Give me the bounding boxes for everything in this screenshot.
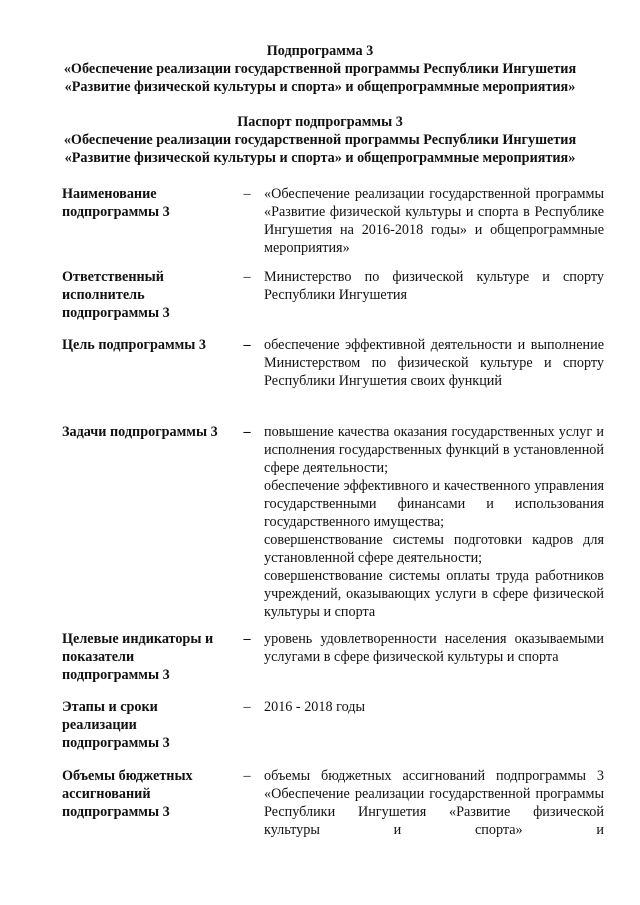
row-value (264, 336, 604, 390)
row-value (264, 185, 604, 257)
passport-heading (20, 113, 620, 167)
row-label: Целевые индикаторы и показатели подпрограммы 3 (62, 631, 214, 683)
row-dash: – (243, 631, 251, 647)
passport-title-line-3: «Развитие физической культуры и спорта» и общепрограммные мероприятия» (64, 150, 576, 166)
task-item: повышение качества оказания государственных услуг и исполнения государственных функций в установленной сфере деятельности; (264, 424, 604, 476)
subprogram-heading (20, 42, 620, 96)
row-value (264, 767, 604, 839)
row-label: Цель подпрограммы 3 (62, 337, 207, 353)
row-value-text: обеспечение эффективной деятельности и выполнение Министерством по физической культуре и спорту Республики Ингушетия своих функций (264, 337, 604, 389)
row-label: Задачи подпрограммы 3 (62, 424, 218, 440)
subprogram-title: Подпрограмма 3 (266, 43, 374, 59)
subprogram-title-line-3: «Развитие физической культуры и спорта» и общепрограммные мероприятия» (64, 79, 576, 95)
row-label: Наименование подпрограммы 3 (62, 186, 170, 220)
row-dash: – (243, 768, 251, 784)
row-label: Ответственный исполнитель подпрограммы 3 (62, 269, 170, 321)
row-dash: – (243, 337, 251, 353)
row-dash: – (243, 424, 251, 440)
row-label: Объемы бюджетных ассигнований подпрограммы 3 (62, 768, 193, 820)
row-value (264, 630, 604, 666)
passport-title: Паспорт подпрограммы 3 (237, 114, 403, 130)
row-value-text: 2016 - 2018 годы (264, 699, 366, 715)
task-item: совершенствование системы подготовки кадров для установленной сфере деятельности; (264, 532, 604, 566)
row-value-text: объемы бюджетных ассигнований подпрограммы 3 «Обеспечение реализации государственной программы Республики Ингушетия «Развитие физической культуры и спорта» и (264, 768, 604, 838)
row-value-text: «Обеспечение реализации государственной программы «Развитие физической культуры и спорта в Республике Ингушетия на 2016-2018 годы» и общепрограммные мероприятия» (264, 186, 604, 256)
row-dash: – (243, 186, 251, 202)
row-dash: – (243, 699, 251, 715)
row-value (264, 698, 604, 716)
passport-title-line-2: «Обеспечение реализации государственной программы Республики Ингушетия (63, 132, 577, 148)
row-value-text: уровень удовлетворенности населения оказываемыми услугами в сфере физической культуры и спорта (264, 631, 604, 665)
row-value-text: Министерство по физической культуре и спорту Республики Ингушетия (264, 269, 604, 303)
row-value (264, 423, 604, 621)
subprogram-title-line-2: «Обеспечение реализации государственной программы Республики Ингушетия (63, 61, 577, 77)
task-item: совершенствование системы оплаты труда работников учреждений, оказывающих услуги в сфере физической культуры и спорта (264, 568, 604, 620)
row-value (264, 268, 604, 304)
task-item: обеспечение эффективного и качественного управления государственными финансами и использования государственного имущества; (264, 478, 604, 530)
row-label: Этапы и сроки реализации подпрограммы 3 (62, 699, 170, 751)
row-dash: – (243, 269, 251, 285)
